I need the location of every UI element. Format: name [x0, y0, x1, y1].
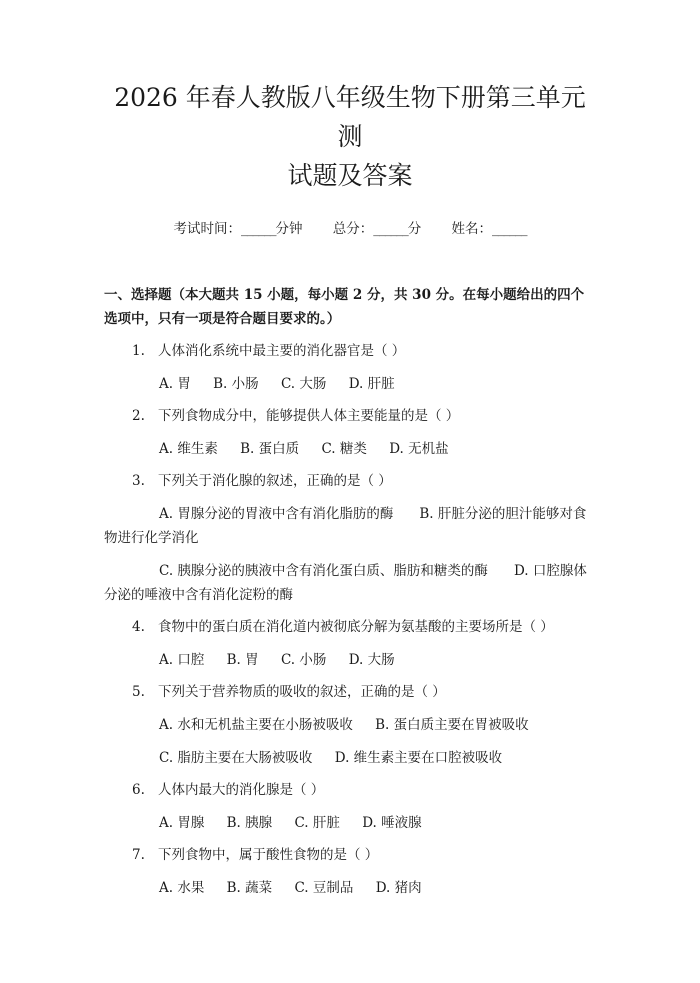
option-b[interactable]: B. 肝脏分泌的胆汁能够对食物进行化学消化	[104, 506, 587, 546]
question-text: 食物中的蛋白质在消化道内被彻底分解为氨基酸的主要场所是（ ）	[158, 619, 554, 635]
option-c[interactable]: C. 肝脏	[294, 815, 340, 831]
option-a[interactable]: A. 口腔	[159, 652, 205, 668]
total-score-field: 总分：______分	[332, 221, 422, 237]
option-c[interactable]: C. 大肠	[280, 376, 327, 392]
options-6	[104, 811, 596, 835]
option-d[interactable]: D. 猪肉	[375, 880, 422, 896]
question-text: 下列关于消化腺的叙述，正确的是（ ）	[158, 473, 392, 489]
options-7	[104, 876, 596, 900]
option-d[interactable]: D. 唾液腺	[362, 815, 422, 831]
question-text: 人体内最大的消化腺是（ ）	[158, 782, 325, 798]
question-1: 1. 人体消化系统中最主要的消化器官是（ ）	[132, 343, 406, 359]
question-2: 2. 下列食物成分中，能够提供人体主要能量的是（ ）	[132, 408, 460, 424]
option-a[interactable]: A. 胃	[159, 376, 191, 392]
option-d[interactable]: D. 大肠	[348, 652, 395, 668]
student-name-blank[interactable]: ______	[492, 221, 527, 237]
options-4	[104, 648, 596, 672]
options-1	[104, 372, 596, 396]
exam-time-blank[interactable]: ______	[240, 221, 276, 237]
option-a[interactable]: A. 胃腺	[159, 815, 205, 831]
question-5: 5. 下列关于营养物质的吸收的叙述，正确的是（ ）	[132, 684, 446, 700]
question-text: 人体消化系统中最主要的消化器官是（ ）	[158, 343, 406, 359]
option-b[interactable]: B. 蛋白质主要在胃被吸收	[375, 717, 529, 733]
question-7: 7. 下列食物中，属于酸性食物的是（ ）	[132, 847, 379, 863]
exam-info	[104, 219, 596, 239]
page-title	[104, 78, 596, 195]
option-c[interactable]: C. 小肠	[280, 652, 327, 668]
option-b[interactable]: B. 蛋白质	[240, 441, 300, 457]
option-c[interactable]: C. 糖类	[321, 441, 367, 457]
question-4: 4. 食物中的蛋白质在消化道内被彻底分解为氨基酸的主要场所是（ ）	[132, 619, 554, 635]
option-d[interactable]: D. 肝脏	[348, 376, 395, 392]
option-a[interactable]: A. 水果	[159, 880, 205, 896]
total-score-blank[interactable]: ______	[373, 221, 408, 237]
options-2	[104, 437, 596, 461]
section-heading-choice: 一、选择题（本大题共 15 小题，每小题 2 分，共 30 分。在每小题给出的四个选项中，只有一项是符合题目要求的。）	[104, 287, 585, 327]
option-c[interactable]: C. 脂肪主要在大肠被吸收	[159, 750, 313, 766]
option-d[interactable]: D. 维生素主要在口腔被吸收	[334, 750, 503, 766]
student-name-field: 姓名：______	[451, 221, 527, 237]
option-a[interactable]: A. 维生素	[159, 441, 218, 457]
question-3: 3. 下列关于消化腺的叙述，正确的是（ ）	[132, 473, 392, 489]
options-5-row-1	[104, 713, 596, 737]
document-page	[0, 78, 700, 983]
option-b[interactable]: B. 胰腺	[226, 815, 273, 831]
option-a[interactable]: A. 水和无机盐主要在小肠被吸收	[159, 717, 353, 733]
option-d[interactable]: D. 口腔腺体分泌的唾液中含有消化淀粉的酶	[104, 563, 587, 603]
title-line-1: 2026 年春人教版八年级生物下册第三单元测	[114, 83, 586, 151]
title-line-2: 试题及答案	[287, 161, 413, 190]
question-text: 下列食物成分中，能够提供人体主要能量的是（ ）	[158, 408, 460, 424]
question-text: 下列食物中，属于酸性食物的是（ ）	[158, 847, 379, 863]
options-3-row-2	[104, 559, 596, 607]
option-c[interactable]: C. 豆制品	[294, 880, 354, 896]
question-text: 下列关于营养物质的吸收的叙述，正确的是（ ）	[158, 684, 446, 700]
options-5-row-2	[104, 746, 596, 770]
question-6: 6. 人体内最大的消化腺是（ ）	[132, 782, 325, 798]
option-c[interactable]: C. 胰腺分泌的胰液中含有消化蛋白质、脂肪和糖类的酶	[159, 563, 488, 579]
option-d[interactable]: D. 无机盐	[389, 441, 449, 457]
option-a[interactable]: A. 胃腺分泌的胃液中含有消化脂肪的酶	[159, 506, 394, 522]
option-b[interactable]: B. 小肠	[213, 376, 259, 392]
options-3-row-1	[104, 502, 596, 550]
option-b[interactable]: B. 蔬菜	[226, 880, 273, 896]
option-b[interactable]: B. 胃	[226, 652, 259, 668]
exam-time-field: 考试时间：______分钟	[173, 221, 303, 237]
